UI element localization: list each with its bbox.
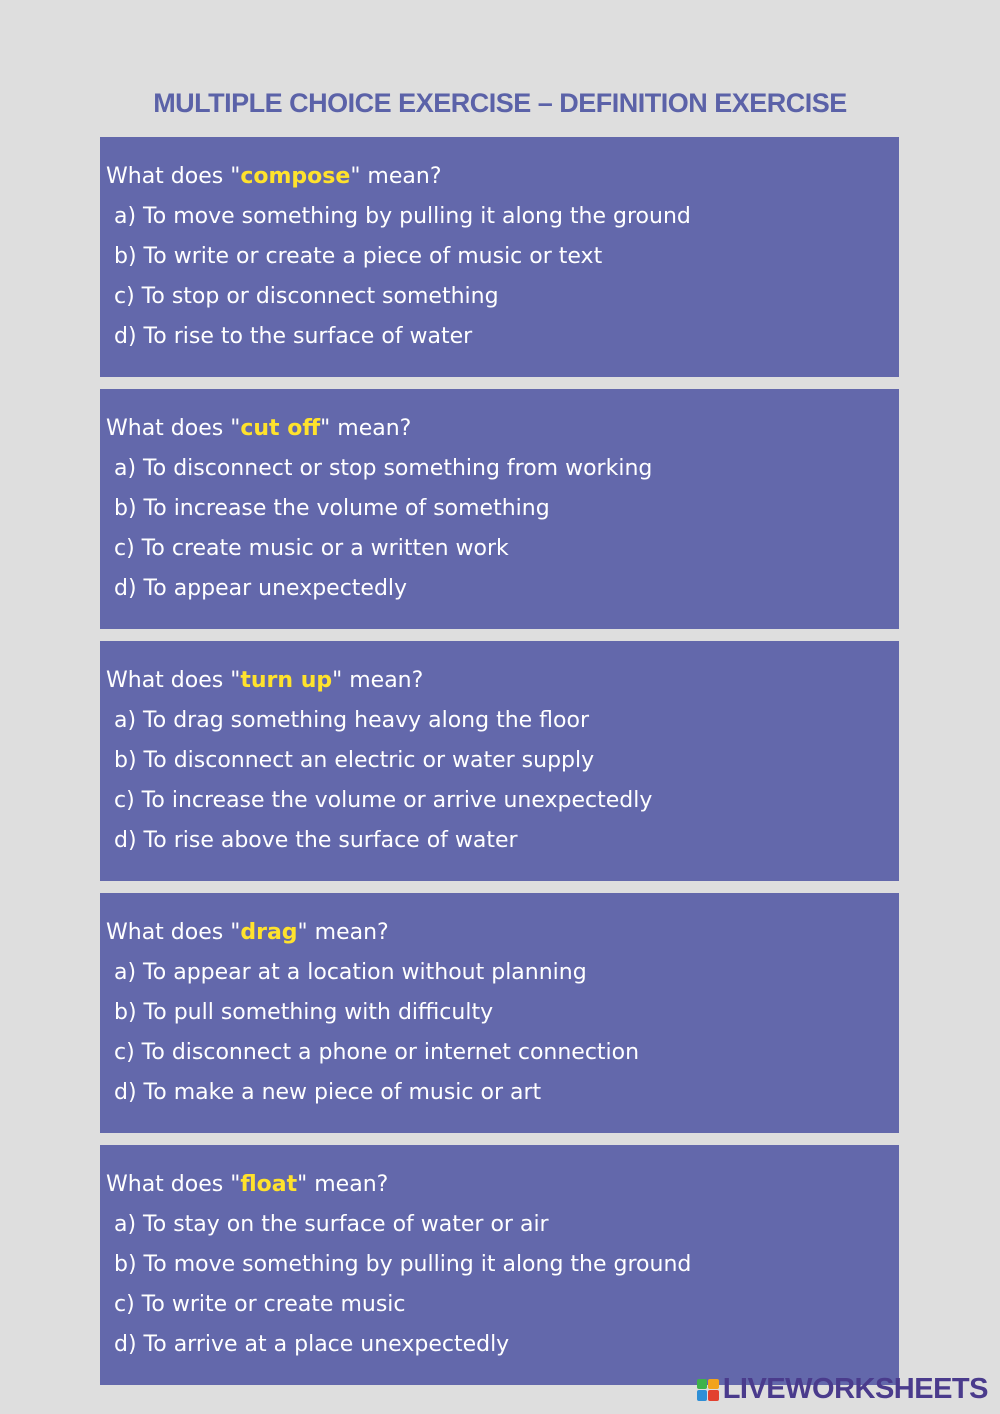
question-suffix: " mean? bbox=[350, 164, 442, 189]
question-suffix: " mean? bbox=[332, 668, 424, 693]
question-card-compose bbox=[100, 137, 899, 377]
question-keyword: cut off bbox=[240, 416, 321, 441]
question-list bbox=[100, 137, 899, 1397]
question-text bbox=[106, 1165, 899, 1205]
question-keyword: compose bbox=[240, 164, 351, 189]
option-d[interactable]: d) To rise above the surface of water bbox=[114, 828, 518, 853]
option-a[interactable]: a) To move something by pulling it along the ground bbox=[114, 204, 691, 229]
option-c[interactable]: c) To stop or disconnect something bbox=[114, 284, 499, 309]
option-c[interactable]: c) To write or create music bbox=[114, 1292, 406, 1317]
option-list bbox=[106, 953, 899, 1113]
question-prefix: What does " bbox=[106, 416, 241, 441]
question-keyword: drag bbox=[240, 920, 298, 945]
question-text bbox=[106, 157, 899, 197]
question-prefix: What does " bbox=[106, 920, 241, 945]
question-text bbox=[106, 661, 899, 701]
logo-text: LIVEWORKSHEETS bbox=[722, 1373, 988, 1405]
page-title: MULTIPLE CHOICE EXERCISE – DEFINITION EXERCISE bbox=[153, 88, 847, 118]
question-keyword: float bbox=[240, 1172, 298, 1197]
question-card-cut-off bbox=[100, 389, 899, 629]
option-a[interactable]: a) To disconnect or stop something from working bbox=[114, 456, 653, 481]
question-text bbox=[106, 409, 899, 449]
question-card-float bbox=[100, 1145, 899, 1385]
option-list bbox=[106, 1205, 899, 1365]
option-a[interactable]: a) To drag something heavy along the floor bbox=[114, 708, 589, 733]
option-b[interactable]: b) To disconnect an electric or water supply bbox=[114, 748, 595, 773]
option-c[interactable]: c) To create music or a written work bbox=[114, 536, 509, 561]
question-keyword: turn up bbox=[240, 668, 333, 693]
question-card-turn-up bbox=[100, 641, 899, 881]
option-c[interactable]: c) To disconnect a phone or internet connection bbox=[114, 1040, 640, 1065]
question-prefix: What does " bbox=[106, 668, 241, 693]
question-prefix: What does " bbox=[106, 1172, 241, 1197]
question-suffix: " mean? bbox=[320, 416, 412, 441]
liveworksheets-logo-icon bbox=[697, 1379, 719, 1401]
question-card-drag bbox=[100, 893, 899, 1133]
liveworksheets-logo[interactable] bbox=[697, 1373, 988, 1406]
option-b[interactable]: b) To move something by pulling it along the ground bbox=[114, 1252, 692, 1277]
option-b[interactable]: b) To increase the volume of something bbox=[114, 496, 550, 521]
option-list bbox=[106, 197, 899, 357]
option-a[interactable]: a) To stay on the surface of water or air bbox=[114, 1212, 549, 1237]
option-d[interactable]: d) To rise to the surface of water bbox=[114, 324, 473, 349]
option-a[interactable]: a) To appear at a location without planning bbox=[114, 960, 587, 985]
option-b[interactable]: b) To pull something with difficulty bbox=[114, 1000, 494, 1025]
option-d[interactable]: d) To appear unexpectedly bbox=[114, 576, 408, 601]
question-prefix: What does " bbox=[106, 164, 241, 189]
option-d[interactable]: d) To arrive at a place unexpectedly bbox=[114, 1332, 510, 1357]
question-suffix: " mean? bbox=[297, 1172, 389, 1197]
option-d[interactable]: d) To make a new piece of music or art bbox=[114, 1080, 542, 1105]
question-text bbox=[106, 913, 899, 953]
option-c[interactable]: c) To increase the volume or arrive unexpectedly bbox=[114, 788, 653, 813]
question-suffix: " mean? bbox=[297, 920, 389, 945]
option-list bbox=[106, 449, 899, 609]
option-b[interactable]: b) To write or create a piece of music or text bbox=[114, 244, 603, 269]
option-list bbox=[106, 701, 899, 861]
